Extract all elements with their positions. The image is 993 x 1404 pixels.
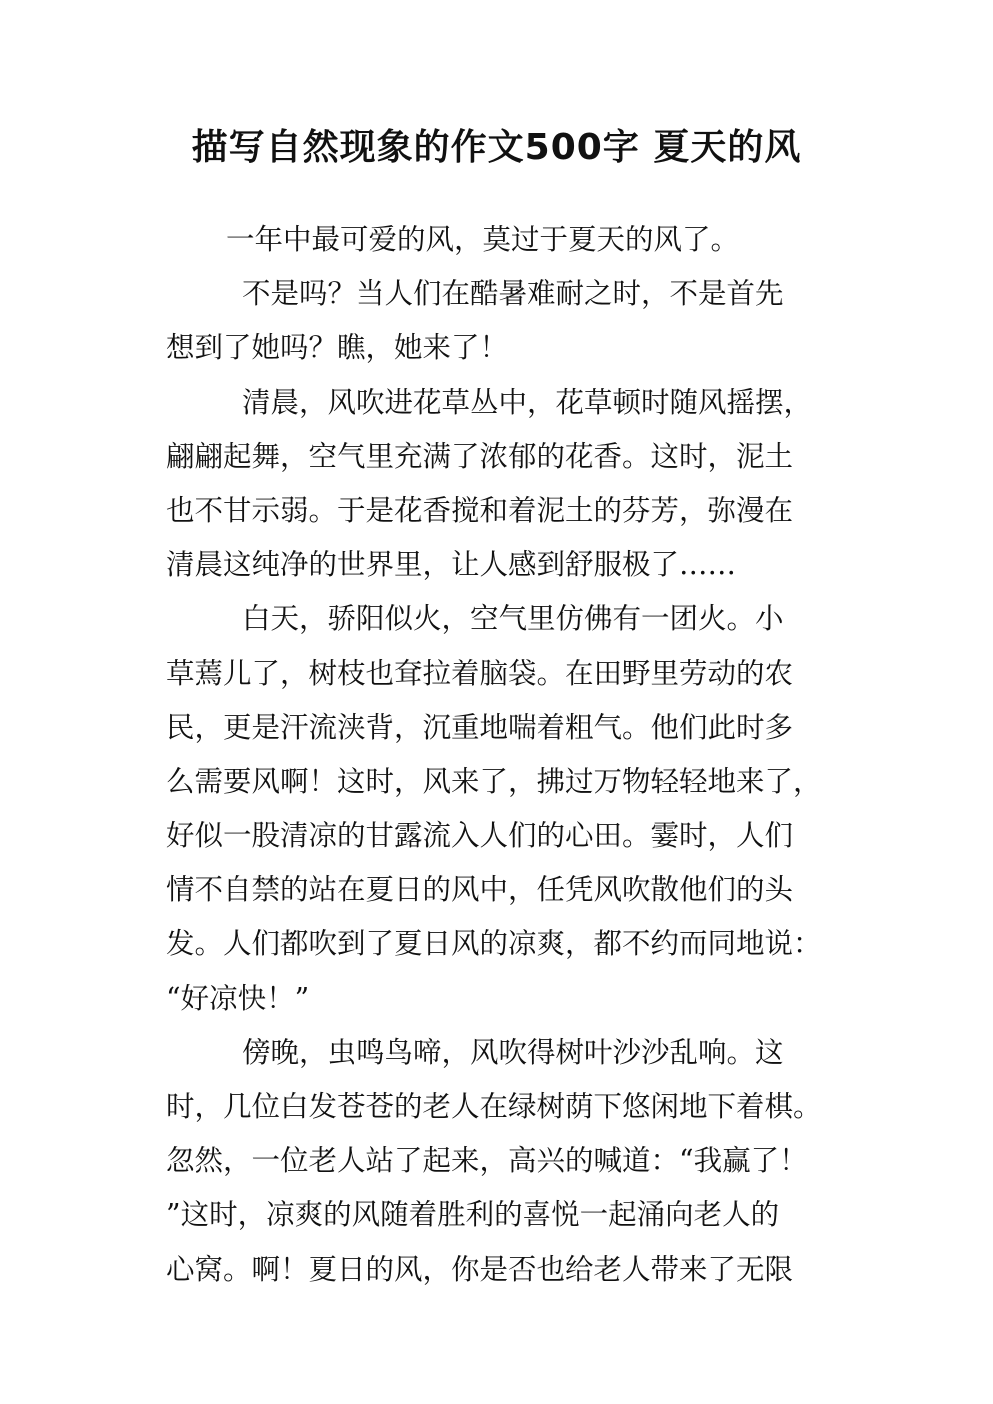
paragraph-line: 白天，骄阳似火，空气里仿佛有一团火。小 xyxy=(242,602,784,636)
paragraph-line: 傍晚，虫鸣鸟啼，风吹得树叶沙沙乱响。这 xyxy=(242,1035,784,1069)
paragraph-line: 发。人们都吹到了夏日风的凉爽，都不约而同地说： xyxy=(166,927,822,961)
paragraph-line: 忽然，一位老人站了起来，高兴的喊道：“我赢了！ xyxy=(166,1144,808,1178)
paragraph-line: 翩翩起舞，空气里充满了浓郁的花香。这时，泥土 xyxy=(166,439,794,473)
paragraph-line: 一年中最可爱的风，莫过于夏天的风了。 xyxy=(226,223,740,256)
paragraph-line: ”这时，凉爽的风随着胜利的喜悦一起涌向老人的 xyxy=(166,1198,780,1232)
paragraph-line: 好似一股清凉的甘露流入人们的心田。霎时，人们 xyxy=(166,819,794,853)
paragraph-line: 草蔫儿了，树枝也耷拉着脑袋。在田野里劳动的农 xyxy=(166,656,794,690)
paragraph-line: 民，更是汗流浃背，沉重地喘着粗气。他们此时多 xyxy=(166,710,794,744)
paragraph-line: 心窝。啊！夏日的风，你是否也给老人带来了无限 xyxy=(166,1252,794,1286)
paragraph-line: 时，几位白发苍苍的老人在绿树荫下悠闲地下着棋。 xyxy=(166,1090,822,1123)
document-body xyxy=(166,213,846,1297)
paragraph-line: 情不自禁的站在夏日的风中，任凭风吹散他们的头 xyxy=(166,873,794,907)
paragraph-line: 也不甘示弱。于是花香搅和着泥土的芬芳，弥漫在 xyxy=(166,493,794,527)
document-title: 描写自然现象的作文500字 夏天的风 xyxy=(191,127,802,168)
paragraph-line: 么需要风啊！这时，风来了，拂过万物轻轻地来了， xyxy=(166,764,822,798)
paragraph-line: 清晨这纯净的世界里，让人感到舒服极了…… xyxy=(166,548,737,582)
paragraph-line: 清晨，风吹进花草丛中，花草顿时随风摇摆， xyxy=(242,385,813,419)
paragraph-line: 不是吗？当人们在酷暑难耐之时，不是首先 xyxy=(242,277,784,311)
paragraph-line: “好凉快！” xyxy=(166,981,310,1015)
paragraph-line: 想到了她吗？瞧，她来了！ xyxy=(166,331,509,365)
